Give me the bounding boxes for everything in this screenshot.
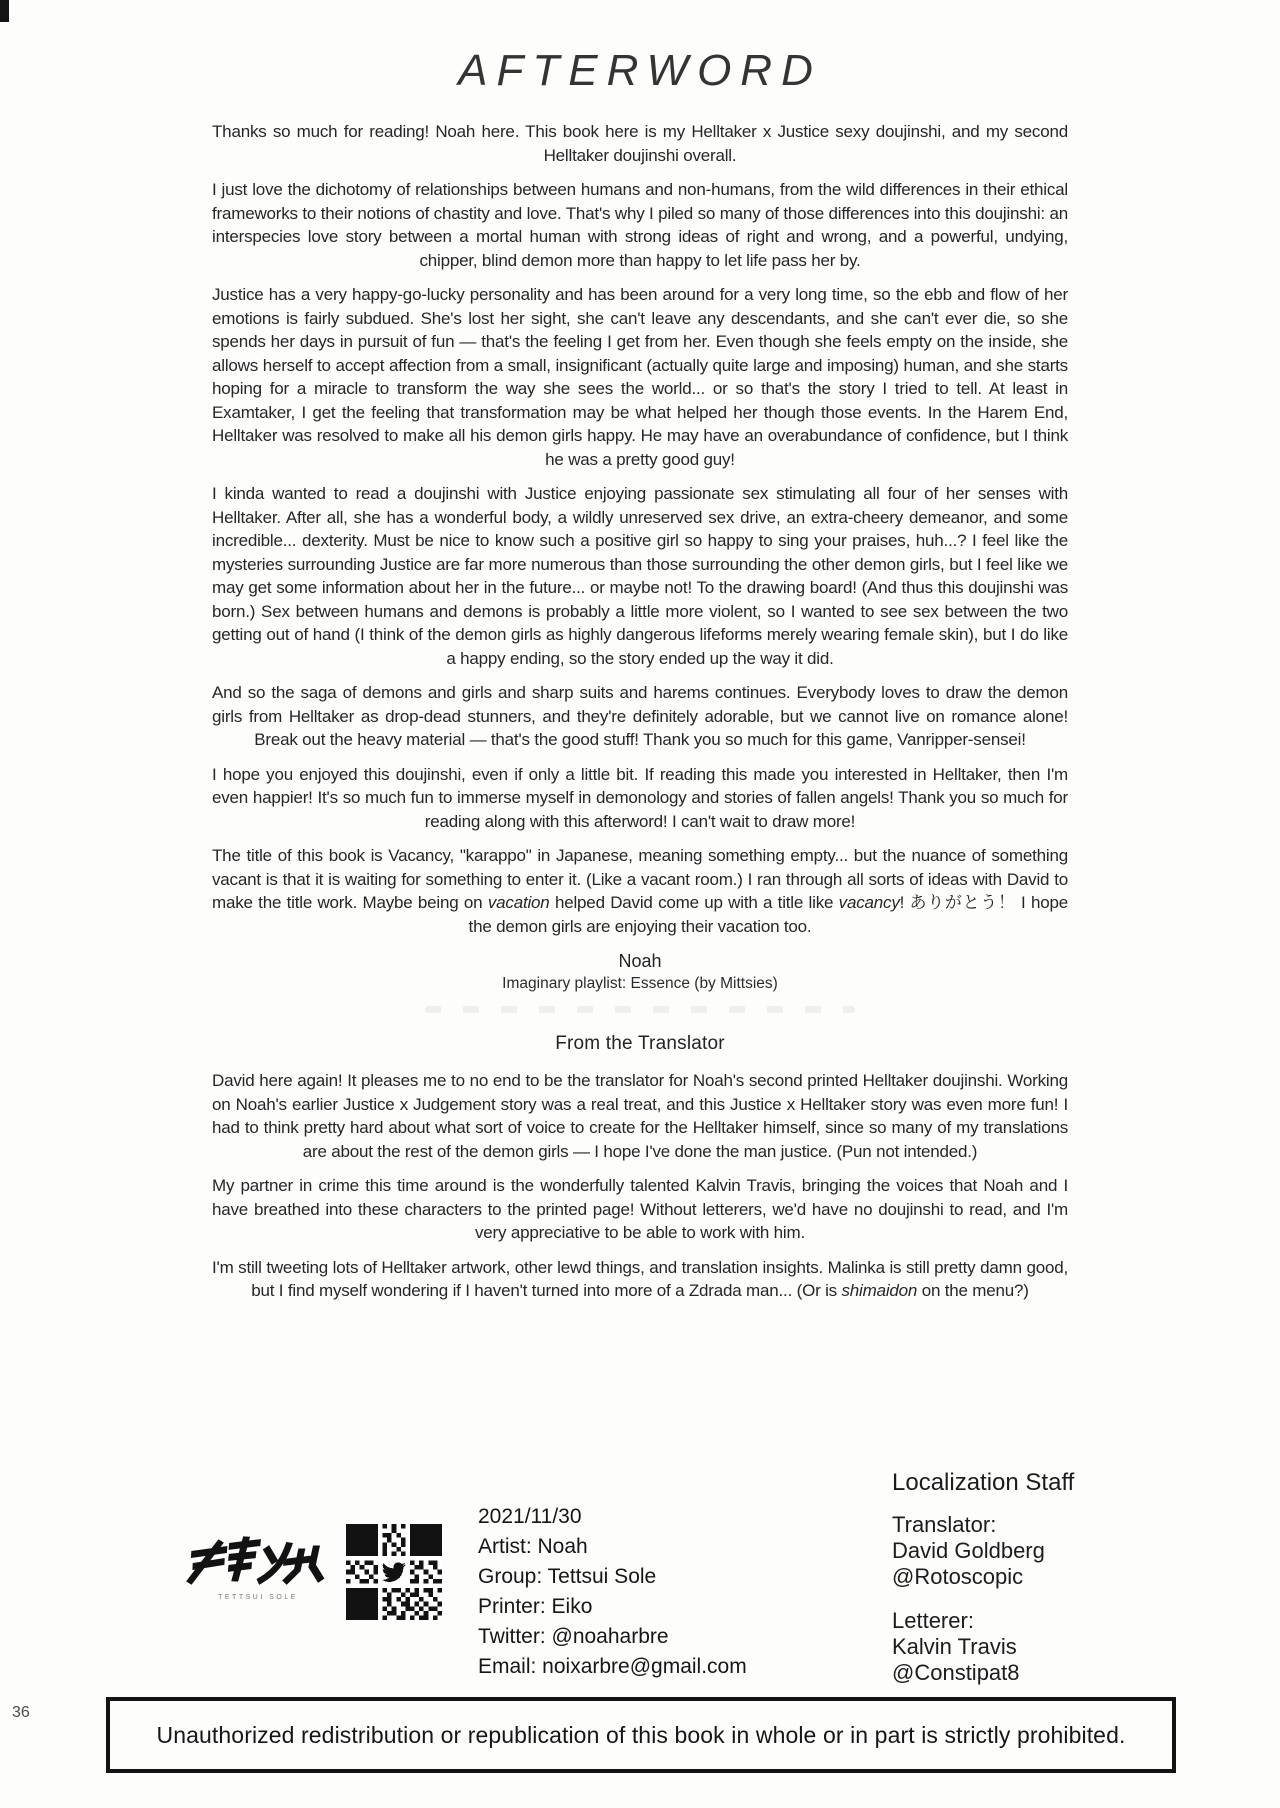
translator-section-heading: From the Translator	[555, 1033, 725, 1054]
page-title: AFTERWORD	[458, 46, 822, 95]
translator-name: David Goldberg	[892, 1538, 1045, 1563]
letterer-handle: @Constipat8	[892, 1660, 1020, 1685]
printer-credit: Printer: Eiko	[478, 1595, 593, 1618]
author-signature: Noah	[618, 951, 662, 971]
translator-credit-group	[892, 1512, 1074, 1590]
localization-staff	[892, 1470, 1074, 1704]
scan-corner-mark	[0, 0, 9, 22]
twitter-credit: Twitter: @noaharbre	[478, 1625, 669, 1648]
qr-code-art	[346, 1524, 442, 1620]
copyright-notice: Unauthorized redistribution or republication of this book in whole or in part is strictly prohibited.	[156, 1721, 1126, 1748]
page-number: 36	[12, 1704, 30, 1721]
afterword-paragraph: I just love the dichotomy of relationships between humans and non-humans, from the wild differences in their ethical frameworks to their notions of chastity and love. That's why I piled so many of those differences into this doujinshi: an interspecies love story between a mortal human with strong ideas of right and wrong, and a powerful, undying, chipper, blind demon more than happy to let life pass her by.	[212, 180, 1068, 270]
twitter-qr-code	[346, 1524, 442, 1620]
tettsui-sole-logo-art	[177, 1536, 338, 1588]
translator-handle: @Rotoscopic	[892, 1564, 1024, 1589]
playlist-note: Imaginary playlist: Essence (by Mittsies)	[502, 975, 778, 992]
translator-paragraph: My partner in crime this time around is the wonderfully talented Kalvin Travis, bringing the voices that Noah and I have breathed into these characters to the printed page! Without letterers, we'd have no doujinshi to read, and I'm very appreciative to be able to work with him.	[212, 1176, 1068, 1242]
afterword-content-column	[212, 46, 1068, 1314]
afterword-paragraph: I hope you enjoyed this doujinshi, even if only a little bit. If reading this made you interested in Helltaker, then I'm even happier! It's so much fun to immerse myself in demonology and stories of fallen angels! Thank you so much for reading along with this afterword! I can't wait to draw more!	[212, 764, 1068, 831]
afterword-paragraph: I kinda wanted to read a doujinshi with Justice enjoying passionate sex stimulating all four of her senses with Helltaker. After all, she has a wonderful body, a wildly unreserved sex drive, an extra-cheery demeanor, and some incredible... dexterity. Must be nice to know such a positive girl so happy to sing your praises, huh...? I feel like the mysteries surrounding Justice are far more numerous than those surrounding the other demon girls, but I feel like we may get some information about her in the future... or maybe not! To the drawing board! (And thus this doujinshi was born.) Sex between humans and demons is probably a little more violent, so I wanted to see sex between the two getting out of hand (I think of the demon girls as highly dangerous lifeforms merely wearing female skin), but I do like a happy ending, so the story ended up the way it did.	[212, 484, 1068, 668]
letterer-name: Kalvin Travis	[892, 1634, 1017, 1659]
letterer-credit-group	[892, 1608, 1074, 1686]
afterword-paragraph: Justice has a very happy-go-lucky personality and has been around for a very long time, so the ebb and flow of her emotions is fairly subdued. She's lost her sight, she can't leave any descendants, and she can't ever die, so she spends her days in pursuit of fun — that's the feeling I get from her. Even though she feels empty on the inside, she allows herself to accept affection from a small, insignificant (actually quite large and imposing) human, and she starts hoping for a miracle to transform the way she sees the world... or so that's the story I tried to tell. At least in Examtaker, I get the feeling that transformation may be what helped her though those events. In the Harem End, Helltaker was resolved to make all his demon girls happy. He may have an overabundance of confidence, but I think he was a pretty good guy!	[212, 285, 1068, 469]
logo-subtext: TETTSUI SOLE	[218, 1594, 298, 1601]
translator-paragraph: I'm still tweeting lots of Helltaker artwork, other lewd things, and translation insights. Malinka is still pretty damn good, but I find myself wondering if I haven't turned into more of a Zdrada man... (Or is shimaidon on the menu?)	[212, 1257, 1068, 1300]
publication-date: 2021/11/30	[478, 1505, 582, 1528]
translator-paragraph: David here again! It pleases me to no end to be the translator for Noah's second printed Helltaker doujinshi. Working on Noah's earlier Justice x Judgement story was a real treat, and this Justice x Helltaker story was even more fun! I had to think pretty hard about what sort of voice to create for the Helltaker himself, since so many of my translations are about the rest of the demon girls — I hope I've done the man justice. (Pun not intended.)	[212, 1071, 1068, 1161]
tettsui-sole-logo	[178, 1536, 338, 1601]
artist-credit: Artist: Noah	[478, 1535, 588, 1558]
translator-label: Translator:	[892, 1512, 997, 1537]
afterword-paragraph: And so the saga of demons and girls and sharp suits and harems continues. Everybody loves to draw the demon girls from Helltaker as drop-dead stunners, and they're definitely adorable, but we cannot live on romance alone! Break out the heavy material — that's the good stuff! Thank you so much for this game, Vanripper-sensei!	[212, 683, 1068, 749]
letterer-label: Letterer:	[892, 1608, 974, 1633]
publication-info	[478, 1502, 747, 1682]
localization-staff-heading: Localization Staff	[892, 1469, 1075, 1496]
erased-text-remnant	[425, 1006, 855, 1013]
afterword-paragraph: Thanks so much for reading! Noah here. This book here is my Helltaker x Justice sexy doujinshi, and my second Helltaker doujinshi overall.	[212, 122, 1068, 165]
email-credit: Email: noixarbre@gmail.com	[478, 1655, 747, 1678]
group-credit: Group: Tettsui Sole	[478, 1565, 657, 1588]
copyright-notice-box	[106, 1697, 1176, 1773]
afterword-paragraph: The title of this book is Vacancy, "karappo" in Japanese, meaning something empty... but the nuance of something vacant is that it is waiting for something to enter it. (Like a vacant room.) I ran through all sorts of ideas with David to make the title work. Maybe being on vacation helped David come up with a title like vacancy! ありがとう！ I hope the demon girls are enjoying their vacation too.	[212, 846, 1068, 936]
